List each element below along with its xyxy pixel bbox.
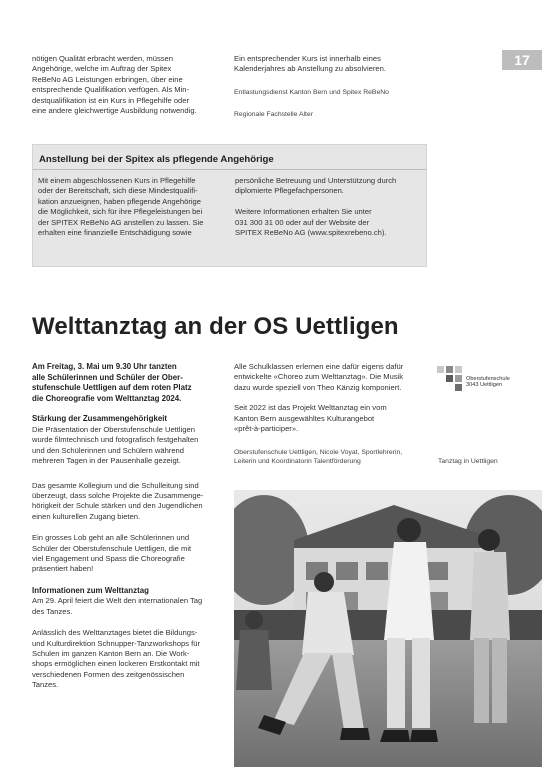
text-line: erhalten eine finanzielle Entschädigung sowie [38, 228, 192, 238]
text-line: destqualifikation ist ein Kurs in Pflegehilfe oder [32, 95, 190, 105]
author-credit: Entlastungsdienst Kanton Bern und Spitex ReBeNo [234, 89, 389, 96]
article-credit [234, 448, 434, 466]
text-line: Mit einem abgeschlossenen Kurs in Pflegehilfe [38, 176, 196, 185]
text-line: eine andere gleichwertige Ausbildung notwendig. [32, 106, 197, 116]
logo-line: 3043 Uettligen [466, 382, 503, 389]
paragraph [32, 481, 228, 523]
text-line: präsentiert haben! [32, 564, 94, 574]
text-line: Kanton Bern ausgewähltes Kulturangebot [234, 413, 375, 423]
info-box [32, 144, 427, 267]
text-line: Ein entsprechender Kurs ist innerhalb eines [234, 54, 381, 63]
text-line: Die Präsentation der Oberstufenschule Uettligen [32, 424, 195, 434]
text-line: shops ermöglichen einen lockeren Erstkontakt mit [32, 659, 200, 669]
text-line: Weitere Informationen erhalten Sie unter [235, 207, 372, 217]
text-line: ReBeNo AG Leistungen erbringen, über eine [32, 74, 183, 84]
text-line: des Tanzes. [32, 606, 73, 616]
photo-illustration [234, 490, 542, 767]
text-line: dazu wurde speziell von Theo Känzig komponiert. [234, 382, 402, 392]
info-box-column-2 [235, 176, 425, 238]
text-line: stufenschule Uettligen auf dem roten Platz [32, 383, 192, 393]
text-line: Am Freitag, 3. Mai um 9.30 Uhr tanzten [32, 362, 177, 371]
info-box-column-1 [38, 176, 233, 238]
logo-square [455, 366, 462, 373]
text-line: Angehörige, welche im Auftrag der Spitex [32, 64, 172, 74]
author-credit-2: Regionale Fachstelle Alter [234, 111, 313, 118]
article-lead [32, 362, 228, 404]
logo-square [455, 375, 462, 382]
text-line: entwickelte «Choreo zum Welttanztag». Die Musik [234, 372, 404, 382]
text-line: Tanzes. [32, 680, 59, 690]
text-line: 031 300 31 00 oder auf der Website der [235, 217, 370, 227]
text-line: verschiedenen Formen des zeitgenössischen [32, 669, 185, 679]
text-line: Seit 2022 ist das Projekt Welttanztag ein vom [234, 403, 387, 413]
article-photo [234, 490, 542, 767]
text-line: Anlässlich des Welttanztages bietet die Bildungs- [32, 628, 198, 638]
school-logo [437, 366, 542, 396]
text-line: persönliche Betreuung und Unterstützung durch [235, 176, 397, 185]
logo-square [446, 366, 453, 373]
text-line: und den Schülerinnen und Schülern während [32, 445, 184, 455]
top-column-1 [32, 54, 227, 116]
text-line: viel Engagement und Spass die Choreografie [32, 554, 185, 564]
text-line: Schulen im ganzen Kanton Bern an. Die Work- [32, 649, 190, 659]
text-line: Alle Schulklassen erlernen eine dafür eigens dafür [234, 362, 404, 371]
text-line: Ein grosses Lob geht an alle Schülerinnen und [32, 533, 190, 543]
text-line: hörigkeit der Schule stärken und den Jugendlichen [32, 501, 203, 511]
article-middle-column [234, 362, 430, 434]
text-line: der SPITEX ReBeNo AG anstellen zu lassen. Sie [38, 217, 204, 227]
photo-caption: Tanztag in Uettligen [438, 458, 498, 465]
article-left-column [32, 362, 228, 691]
logo-square [455, 384, 462, 391]
text-line: Oberstufenschule Uettligen, Nicole Voyat, Sportlehrerin, [234, 449, 403, 456]
paragraph [32, 628, 228, 690]
logo-square [446, 375, 453, 382]
logo-line: Oberstufenschule [466, 376, 510, 382]
text-line: die Choreografie vom Welttanztag 2024. [32, 393, 182, 403]
text-line: mehreren Tagen in der Pausenhalle gezeigt. [32, 456, 181, 466]
text-line: SPITEX ReBeNo AG (www.spitexrebeno.ch). [235, 228, 387, 238]
logo-square [437, 366, 444, 373]
text-line: diplomierte Pflegefachpersonen. [235, 186, 344, 196]
text-line: überzeugt, dass solche Projekte die Zusammenge- [32, 491, 204, 500]
page-number: 17 [502, 50, 542, 70]
text-line: «prêt-à-participer». [234, 424, 299, 434]
text-line: Am 29. April feiert die Welt den internationalen Tag [32, 596, 203, 606]
info-box-title: Anstellung bei der Spitex als pflegende Angehörige [39, 154, 274, 165]
text-line: Das gesamte Kollegium und die Schulleitung sind [32, 480, 199, 490]
paragraph [32, 425, 228, 467]
text-line: die Möglichkeit, sich für ihre Pflegeleistungen bei [38, 207, 203, 217]
text-line: oder der Bereitschaft, sich diese Mindestqualifi- [38, 186, 198, 196]
paragraph [32, 533, 228, 575]
text-line: Leiterin und Koordinatorin Talentförderung [234, 458, 361, 465]
text-line: alle Schülerinnen und Schüler der Ober- [32, 372, 183, 382]
text-line: Kalenderjahres ab Anstellung zu absolvieren. [234, 64, 386, 74]
text-line: Schüler der Oberstufenschule Uettligen, die mit [32, 543, 192, 553]
text-line: kation anzueignen, haben pflegende Angehörige [38, 196, 201, 206]
section-heading: Stärkung der Zusammengehörigkeit [32, 414, 168, 424]
divider [33, 169, 426, 170]
section-heading: Informationen zum Welttanztag [32, 585, 149, 595]
text-line: entsprechende Qualifikation verfügen. Als Min- [32, 85, 190, 95]
text-line: wurde filmtechnisch und fotografisch festgehalten [32, 435, 199, 445]
text-line: und Kulturdirektion Schnupper-Tanzworkshops für [32, 638, 200, 648]
top-column-2 [234, 54, 429, 75]
text-line: nötigen Qualität erbracht werden, müssen [32, 54, 173, 63]
article-headline: Welttanztag an der OS Uettligen [32, 313, 399, 340]
logo-text [466, 376, 510, 389]
paragraph [32, 596, 228, 617]
text-line: einen kulturellen Zugang bieten. [32, 511, 141, 521]
